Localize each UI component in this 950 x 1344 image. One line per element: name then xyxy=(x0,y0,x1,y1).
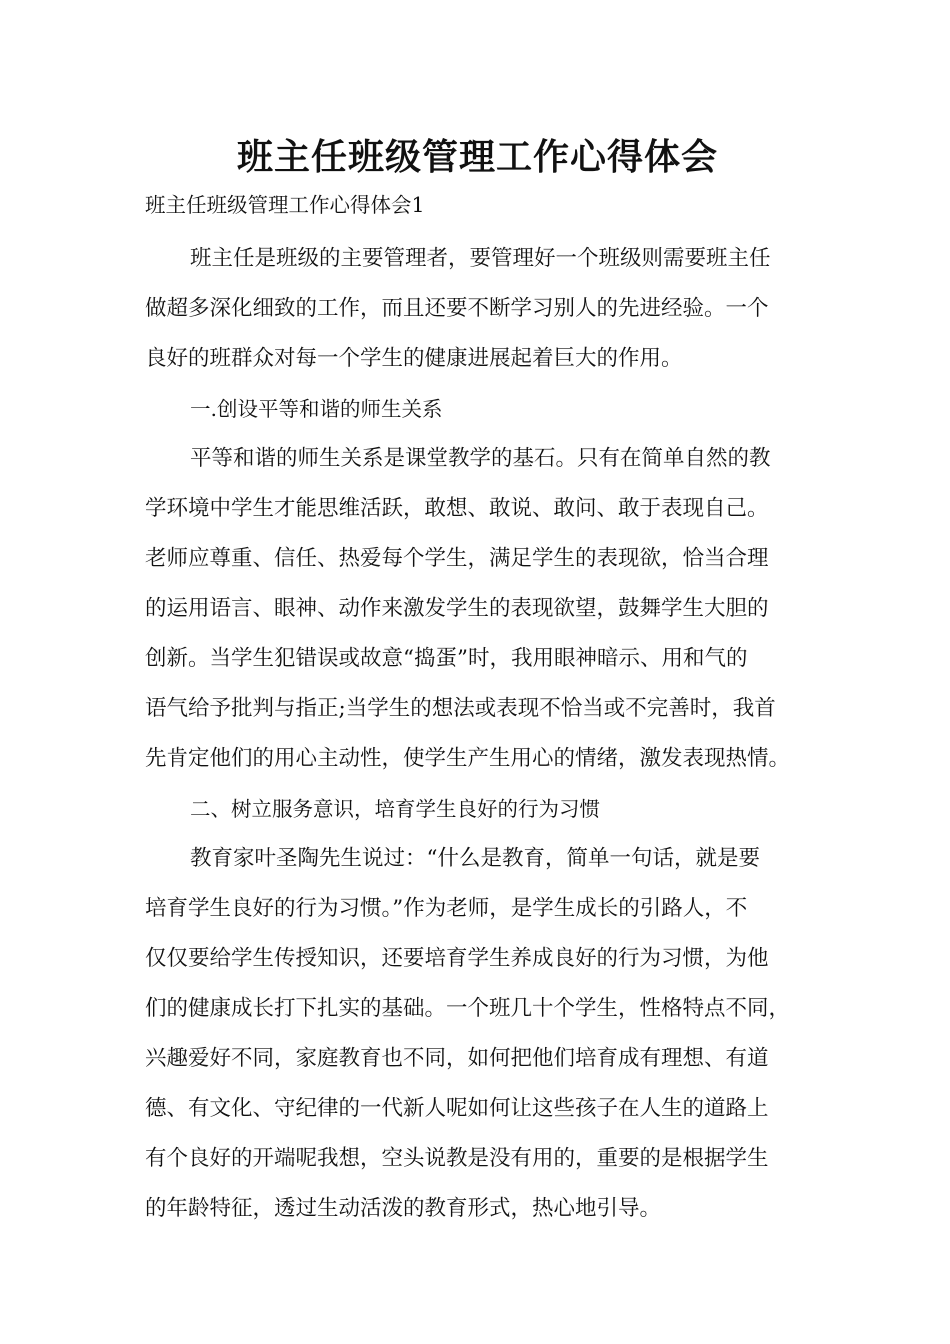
document-title: 班主任班级管理工作心得体会 xyxy=(236,136,718,178)
paragraph-line: 班主任是班级的主要管理者，要管理好一个班级则需要班主任 xyxy=(190,246,771,271)
paragraph-line: 们的健康成长打下扎实的基础。一个班几十个学生，性格特点不同， xyxy=(145,996,791,1021)
paragraph-line: 德、有文化、守纪律的一代新人呢如何让这些孩子在人生的道路上 xyxy=(145,1096,769,1121)
paragraph-line: 老师应尊重、信任、热爱每个学生，满足学生的表现欲，恰当合理 xyxy=(145,546,769,571)
paragraph-line: 先肯定他们的用心主动性，使学生产生用心的情绪，激发表现热情。 xyxy=(145,746,791,771)
section-heading: 一.创设平等和谐的师生关系 xyxy=(190,397,443,421)
paragraph-line: 的运用语言、眼神、动作来激发学生的表现欲望，鼓舞学生大胆的 xyxy=(145,596,769,621)
section-heading: 二、树立服务意识，培育学生良好的行为习惯 xyxy=(190,797,600,821)
paragraph-line: 的年龄特征，透过生动活泼的教育形式，热心地引导。 xyxy=(145,1196,662,1221)
document-subtitle: 班主任班级管理工作心得体会1 xyxy=(145,193,425,217)
paragraph-line: 做超多深化细致的工作，而且还要不断学习别人的先进经验。一个 xyxy=(145,296,769,321)
paragraph-line: 平等和谐的师生关系是课堂教学的基石。只有在简单自然的教 xyxy=(190,446,771,471)
paragraph-line: 培育学生良好的行为习惯。”作为老师，是学生成长的引路人，不 xyxy=(145,896,748,921)
paragraph-line: 有个良好的开端呢我想，空头说教是没有用的，重要的是根据学生 xyxy=(145,1146,769,1171)
paragraph-line: 语气给予批判与指正;当学生的想法或表现不恰当或不完善时，我首 xyxy=(145,696,776,721)
paragraph-line: 良好的班群众对每一个学生的健康进展起着巨大的作用。 xyxy=(145,346,683,371)
paragraph-line: 兴趣爱好不同，家庭教育也不同，如何把他们培育成有理想、有道 xyxy=(145,1046,769,1071)
paragraph-line: 教育家叶圣陶先生说过：“什么是教育，简单一句话，就是要 xyxy=(190,846,760,871)
paragraph-line: 创新。当学生犯错误或故意“捣蛋”时，我用眼神暗示、用和气的 xyxy=(145,646,748,671)
paragraph-line: 学环境中学生才能思维活跃，敢想、敢说、敢问、敢于表现自己。 xyxy=(145,496,769,521)
paragraph-line: 仅仅要给学生传授知识，还要培育学生养成良好的行为习惯，为他 xyxy=(145,946,769,971)
